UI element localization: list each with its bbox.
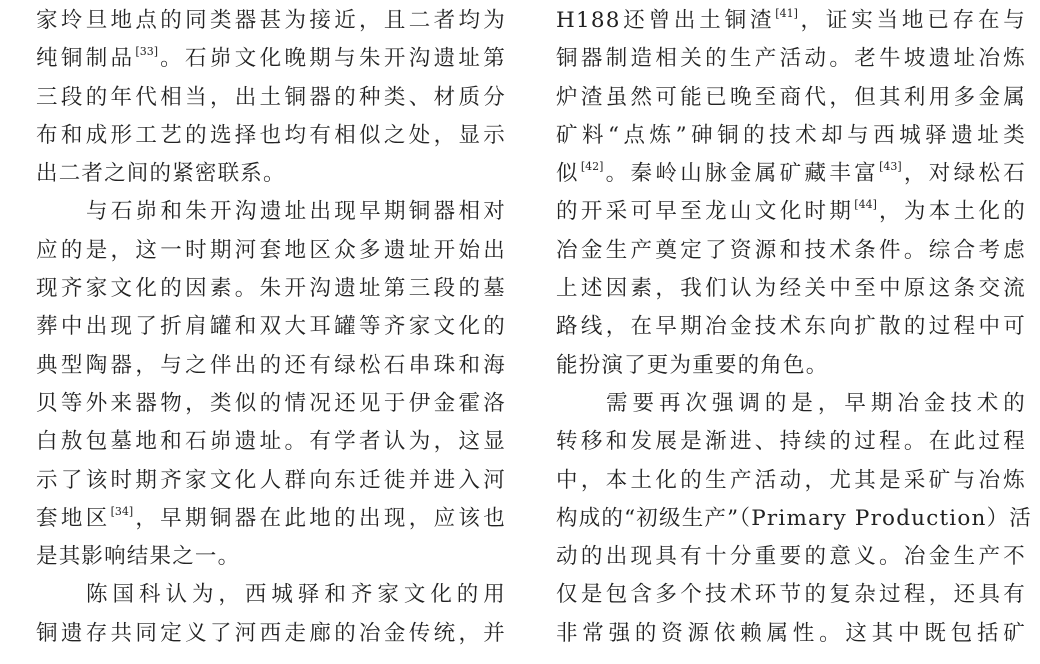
text-run: 能扮演了更为重要的角色。	[556, 352, 829, 378]
text-line	[556, 40, 1026, 78]
text-run: 中，本土化的生产活动，尤其是采矿与冶炼	[556, 467, 1026, 493]
text-run: 铜遗存共同定义了河西走廊的冶金传统，并	[36, 620, 506, 646]
text-line	[556, 500, 1032, 538]
text-run: ，为本土化的	[876, 199, 1027, 225]
text-line	[36, 155, 506, 193]
citation-ref: [34]	[110, 504, 134, 518]
text-line	[36, 308, 506, 346]
text-run: 三段的年代相当，出土铜器的种类、材质分	[36, 84, 506, 110]
text-line	[556, 462, 1026, 500]
text-run: 动的出现具有十分重要的意义。冶金生产不	[556, 544, 1026, 570]
text-run: 应的是，这一时期河套地区众多遗址开始出	[36, 237, 506, 263]
text-run: 。石峁文化晚期与朱开沟遗址第	[158, 46, 506, 72]
text-line	[556, 155, 1026, 193]
citation-ref: [41]	[775, 7, 798, 20]
text-run: 矿料“点炼”砷铜的技术却与西城驿遗址类	[556, 122, 1026, 148]
text-line	[36, 462, 506, 500]
text-run: ，对绿松石	[901, 161, 1027, 187]
text-line	[556, 308, 1026, 346]
text-run: ，早期铜器在此地的出现，应该也	[133, 505, 506, 531]
text-run: 炉渣虽然可能已晚至商代，但其利用多金属	[556, 84, 1026, 110]
text-run: ，证实当地已存在与	[797, 8, 1026, 33]
text-line	[556, 615, 1026, 653]
text-run: 陈国科认为，西城驿和齐家文化的用	[86, 582, 506, 608]
text-run: 路线，在早期冶金技术东向扩散的过程中可	[556, 314, 1026, 340]
text-line	[556, 79, 1026, 117]
text-run: 葬中出现了折肩罐和双大耳罐等齐家文化的	[36, 314, 506, 340]
text-line	[556, 270, 1026, 308]
text-run: 与石峁和朱开沟遗址出现早期铜器相对	[86, 199, 506, 225]
citation-ref: [33]	[135, 45, 159, 59]
text-line	[36, 270, 506, 308]
text-run: 上述因素，我们认为经关中至中原这条交流	[556, 276, 1026, 302]
text-run: 需要再次强调的是，早期冶金技术的	[606, 390, 1026, 416]
text-line	[556, 576, 1026, 614]
text-run: 典型陶器，与之伴出的还有绿松石串珠和海	[36, 352, 506, 378]
text-run: H188还曾出土铜渣	[556, 8, 776, 33]
text-column-right	[556, 0, 1032, 653]
text-line	[556, 423, 1026, 461]
text-run: 冶金生产奠定了资源和技术条件。综合考虑	[556, 237, 1026, 263]
text-run: 出二者之间的紧密联系。	[36, 161, 286, 187]
text-line	[36, 40, 506, 78]
text-run: 似	[556, 161, 581, 187]
text-run: 铜器制造相关的生产活动。老牛坡遗址冶炼	[556, 46, 1026, 72]
text-line	[36, 423, 506, 461]
citation-ref: [43]	[879, 160, 902, 174]
text-run: 是其影响结果之一。	[36, 544, 241, 570]
text-line	[36, 193, 506, 231]
text-run: 白敖包墓地和石峁遗址。有学者认为，这显	[36, 429, 506, 455]
text-line	[36, 385, 506, 423]
text-line	[556, 385, 1026, 423]
text-line	[36, 576, 506, 614]
text-line	[36, 2, 506, 40]
text-line	[36, 615, 506, 653]
text-run: 纯铜制品	[36, 46, 136, 72]
text-run: 家坽旦地点的同类器甚为接近，且二者均为	[36, 8, 506, 33]
text-line	[556, 117, 1026, 155]
text-line	[36, 347, 506, 385]
text-run: 示了该时期齐家文化人群向东迁徙并进入河	[36, 467, 506, 493]
citation-ref: [42]	[580, 160, 604, 174]
text-line	[36, 79, 506, 117]
text-line	[556, 538, 1026, 576]
text-run: 转移和发展是渐进、持续的过程。在此过程	[556, 429, 1026, 455]
text-column-left	[36, 0, 506, 653]
text-run: 的开采可早至龙山文化时期	[556, 199, 855, 225]
text-run: 布和成形工艺的选择也均有相似之处，显示	[36, 122, 506, 148]
text-run: 现齐家文化的因素。朱开沟遗址第三段的墓	[36, 276, 506, 302]
text-run: 构成的“初级生产”（Primary Production）活	[556, 505, 1032, 531]
text-run: 非常强的资源依赖属性。这其中既包括矿	[556, 620, 1026, 646]
text-line	[556, 193, 1026, 231]
text-line	[36, 232, 506, 270]
text-run: 仅是包含多个技术环节的复杂过程，还具有	[556, 582, 1026, 608]
text-run: 。秦岭山脉金属矿藏丰富	[603, 161, 880, 187]
text-line	[556, 232, 1026, 270]
text-run: 贝等外来器物，类似的情况还见于伊金霍洛	[36, 390, 506, 416]
text-line	[556, 2, 1026, 40]
text-line	[36, 538, 506, 576]
citation-ref: [44]	[854, 198, 877, 212]
text-line	[36, 117, 506, 155]
text-run: 套地区	[36, 505, 111, 531]
text-line	[556, 347, 1026, 385]
text-line	[36, 500, 506, 538]
